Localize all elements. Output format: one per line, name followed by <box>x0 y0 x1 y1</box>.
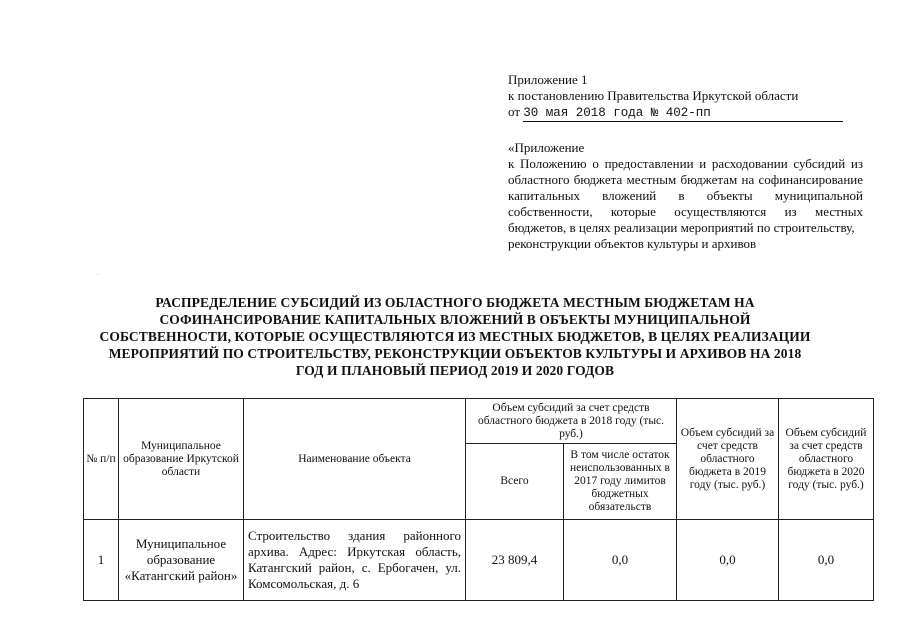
header-object-name: Наименование объекта <box>244 399 466 520</box>
appendix-date-field <box>523 104 843 122</box>
row-object-name: Строительство здания районного архива. Адрес: Иркутская область, Катангский район, с. Ербогачен, ул. Комсомольская, д. 6 <box>244 520 466 601</box>
row-2019: 0,0 <box>677 520 779 601</box>
appendix-date-prefix: от <box>508 104 521 119</box>
header-num: № п/п <box>84 399 119 520</box>
row-2020: 0,0 <box>779 520 874 601</box>
subsidy-table <box>83 398 874 601</box>
row-total: 23 809,4 <box>466 520 564 601</box>
scan-mark: · <box>97 271 100 279</box>
regulation-last-line: реконструкции объектов культуры и архивов <box>508 236 757 251</box>
row-num: 1 <box>84 520 119 601</box>
appendix-block <box>508 72 868 122</box>
regulation-title: «Приложение <box>508 140 585 155</box>
header-municipality: Муниципальное образование Иркутской области <box>119 399 244 520</box>
header-subsidy-2018: Объем субсидий за счет средств областного бюджета в 2018 году (тыс. руб.) <box>466 399 677 444</box>
header-remainder: В том числе остаток неиспользованных в 2017 году лимитов бюджетных обязательств <box>564 444 677 520</box>
appendix-number: Приложение 1 <box>508 72 588 87</box>
table-row <box>84 520 874 601</box>
appendix-date-line <box>508 104 868 122</box>
row-municipality: Муниципальное образование «Катангский район» <box>119 520 244 601</box>
regulation-body: к Положению о предоставлении и расходовании субсидий из областного бюджета местным бюджетам на софинансирование капитальных вложений в объекты муниципальной собственности, которые осуществляются из местных бюджетов, в целях реализации мероприятий по строительству, <box>508 156 863 235</box>
table-header-row <box>84 399 874 444</box>
header-total: Всего <box>466 444 564 520</box>
appendix-resolution: к постановлению Правительства Иркутской области <box>508 88 799 103</box>
appendix-date-number: 30 мая 2018 года № 402-пп <box>523 106 711 120</box>
row-remainder: 0,0 <box>564 520 677 601</box>
regulation-block <box>508 140 863 252</box>
header-subsidy-2019: Объем субсидий за счет средств областного бюджета в 2019 году (тыс. руб.) <box>677 399 779 520</box>
document-title: РАСПРЕДЕЛЕНИЕ СУБСИДИЙ ИЗ ОБЛАСТНОГО БЮДЖЕТА МЕСТНЫМ БЮДЖЕТАМ НА СОФИНАНСИРОВАНИЕ КАПИТАЛЬНЫХ ВЛОЖЕНИЙ В ОБЪЕКТЫ МУНИЦИПАЛЬНОЙ СОБСТВЕННОСТИ, КОТОРЫЕ ОСУЩЕСТВЛЯЮТСЯ ИЗ МЕСТНЫХ БЮДЖЕТОВ, В ЦЕЛЯХ РЕАЛИЗАЦИИ МЕРОПРИЯТИЙ ПО СТРОИТЕЛЬСТВУ, РЕКОНСТРУКЦИИ ОБЪЕКТОВ КУЛЬТУРЫ И АРХИВОВ НА 2018 ГОД И ПЛАНОВЫЙ ПЕРИОД 2019 И 2020 ГОДОВ <box>99 295 811 378</box>
header-subsidy-2020: Объем субсидий за счет средств областного бюджета в 2020 году (тыс. руб.) <box>779 399 874 520</box>
